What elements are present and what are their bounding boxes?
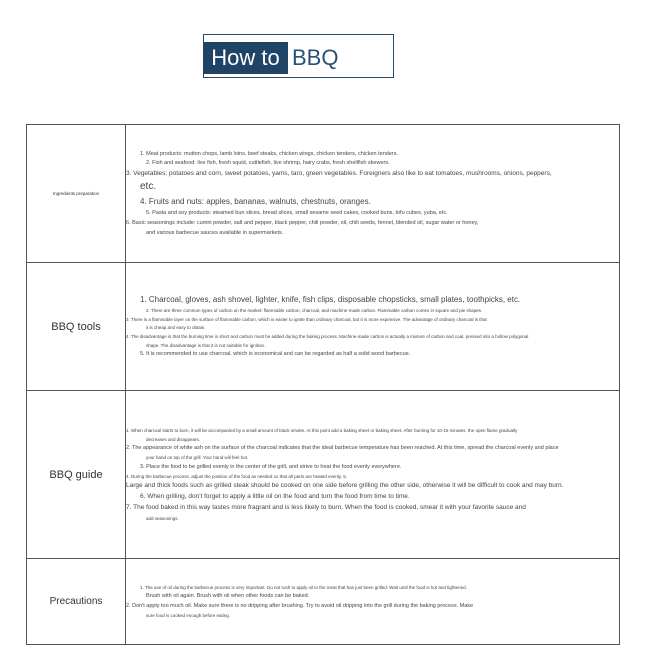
list-item: 2. Don't apply too much oil. Make sure there is no dripping after brushing. Try to avoid oil dripping into the grill during the baking process. Make <box>126 603 474 609</box>
table-row <box>27 559 620 645</box>
title-how: How to <box>203 42 288 74</box>
list-item: 3. There is a flammable layer on the surface of flammable carbon, which is easier to ignite than ordinary charcoal, but it is more expensive. The advantage of ordinary charcoal is that <box>126 316 487 322</box>
table-row <box>27 263 620 391</box>
list-item: 2. Fish and seafood: live fish, fresh squid, cuttlefish, live shrimp, hairy crabs, fresh shellfish skewers. <box>146 160 390 167</box>
list-item: your hand on top of the grill. Your hand will feel hot. <box>146 455 249 460</box>
list-item: 1. When charcoal starts to burn, it will be accompanied by a small amount of black smoke. At this point add a baking sheet or baking sheet. After burning for 10-15 minutes, the open flame gradually <box>126 427 518 433</box>
table-row <box>27 391 620 559</box>
list-item: 6. When grilling, don't forget to apply a little oil on the food and turn the food from time to time. <box>140 493 410 501</box>
row-label: Ingredients preparation <box>27 125 126 263</box>
list-item: 5. Pasta and soy products: steamed bun slices, bread slices, small sesame seed cakes, cooked buns, tofu cubes, yuba, etc. <box>146 209 448 216</box>
row-label: BBQ tools <box>27 263 126 391</box>
list-item: 4. During the barbecue process, adjust the position of the food as needed so that all parts are heated evenly. 5. <box>126 473 348 479</box>
row-content <box>126 391 620 559</box>
list-item: 6. Basic seasonings include: cumin powder, salt and pepper, black pepper, chili powder, oil, chili seeds, fennel, blended oil, sugar water or honey, <box>126 219 479 226</box>
row-content <box>126 125 620 263</box>
bbq-table <box>26 124 620 645</box>
list-item: sure food is cooked enough before eating. <box>146 612 231 618</box>
list-item: Brush with oil again. Brush with oil when other foods can be baked. <box>146 593 310 600</box>
list-item: 2. The appearance of white ash on the surface of the charcoal indicates that the ideal barbecue temperature has been reached. At this time, spread the charcoal evenly and place <box>126 445 559 452</box>
list-item: 7. The food baked in this way tastes more fragrant and is less likely to burn. When the food is cooked, smear it with your favorite sauce and <box>126 504 526 512</box>
list-item: it is cheap and easy to obtain. <box>146 325 206 331</box>
list-item: 1. Charcoal, gloves, ash shovel, lighter, knife, fish clips, disposable chopsticks, small plates, toothpicks, etc. <box>140 295 521 304</box>
row-content <box>126 263 620 391</box>
list-item: 3. Place the food to be grilled evenly in the center of the grill, and strive to heat the food evenly everywhere. <box>140 463 402 470</box>
list-item: 4. Fruits and nuts: apples, bananas, walnuts, chestnuts, oranges. <box>140 196 371 206</box>
row-content <box>126 559 620 645</box>
list-item: 5. It is recommended to use charcoal, which is economical and can be regarded as half a solid wood barbecue. <box>140 351 411 358</box>
list-item: 4. The disadvantage is that the burning time is short and carbon must be added during the baking process. Machine-made carbon is actually a mixture of carbon and coal, pressed into a hollow polygonal <box>126 333 529 339</box>
row-label: Precautions <box>27 559 126 645</box>
list-item: decreases and disappears. <box>146 436 201 442</box>
list-item: etc. <box>140 181 157 193</box>
list-item: and various barbecue sauces available in supermarkets. <box>146 229 284 236</box>
list-item: 1. The use of oil during the barbecue process is very important. Do not rush to apply oil to the meat that has just been grilled. Wait until the food is hot and tightened. <box>140 584 467 590</box>
table-row <box>27 125 620 263</box>
list-item: add seasonings. <box>146 515 179 521</box>
list-item: 1. Meat products: mutton chops, lamb loins, beef steaks, chicken wings, chicken tenders, chicken tenders. <box>140 150 399 157</box>
list-item: 2. There are three common types of carbon on the market: flammable carbon, charcoal, and machine-made carbon. Flammable carbon comes in square and pie shapes. <box>146 308 483 313</box>
title-bbq: BBQ <box>292 45 339 70</box>
list-item: Large and thick foods such as grilled steak should be cooked on one side before grilling the other side, otherwise it will be difficult to cook and may burn. <box>126 482 564 490</box>
row-label: BBQ guide <box>27 391 126 559</box>
list-item: 3. Vegetables: potatoes and corn, sweet potatoes, yams, taro, green vegetables. Foreigners also like to eat tomatoes, mushrooms, onions, peppers, <box>126 170 552 178</box>
list-item: shape. The disadvantage is that it is not suitable for ignition. <box>146 342 266 348</box>
